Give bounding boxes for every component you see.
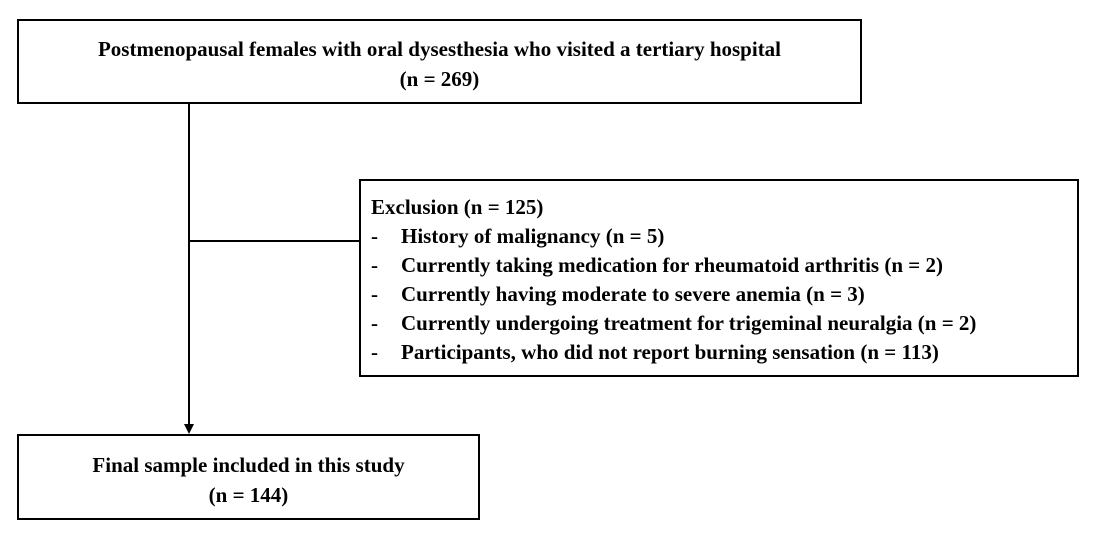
exclusion-item [371, 280, 1077, 309]
exclusion-box [359, 179, 1079, 377]
exclusion-item-label: Currently taking medication for rheumatoid arthritis (n = 2) [401, 253, 943, 277]
final-sample-description: Final sample included in this study [92, 453, 405, 477]
enrollment-count: (n = 269) [399, 67, 480, 91]
exclusion-item-label: Participants, who did not report burning sensation (n = 113) [401, 340, 939, 364]
exclusion-item-label: Currently undergoing treatment for trigeminal neuralgia (n = 2) [401, 311, 977, 335]
exclusion-item [371, 338, 1077, 367]
enrollment-box [17, 19, 862, 104]
exclusion-item [371, 309, 1077, 338]
enrollment-description: Postmenopausal females with oral dysesthesia who visited a tertiary hospital [97, 37, 782, 61]
exclusion-item [371, 251, 1077, 280]
final-sample-box [17, 434, 480, 520]
exclusion-bullet: - [371, 253, 378, 277]
exclusion-title: Exclusion (n = 125) [371, 195, 544, 219]
arrowhead-down-icon [184, 424, 194, 434]
exclusion-bullet: - [371, 340, 378, 364]
exclusion-bullet: - [371, 224, 378, 248]
flow-connector-vertical [188, 104, 190, 424]
exclusion-item [371, 222, 1077, 251]
exclusion-item-label: History of malignancy (n = 5) [401, 224, 665, 248]
exclusion-connector [189, 240, 359, 242]
final-sample-count: (n = 144) [208, 483, 289, 507]
exclusion-bullet: - [371, 282, 378, 306]
exclusion-item-label: Currently having moderate to severe anemia (n = 3) [401, 282, 865, 306]
exclusion-bullet: - [371, 311, 378, 335]
